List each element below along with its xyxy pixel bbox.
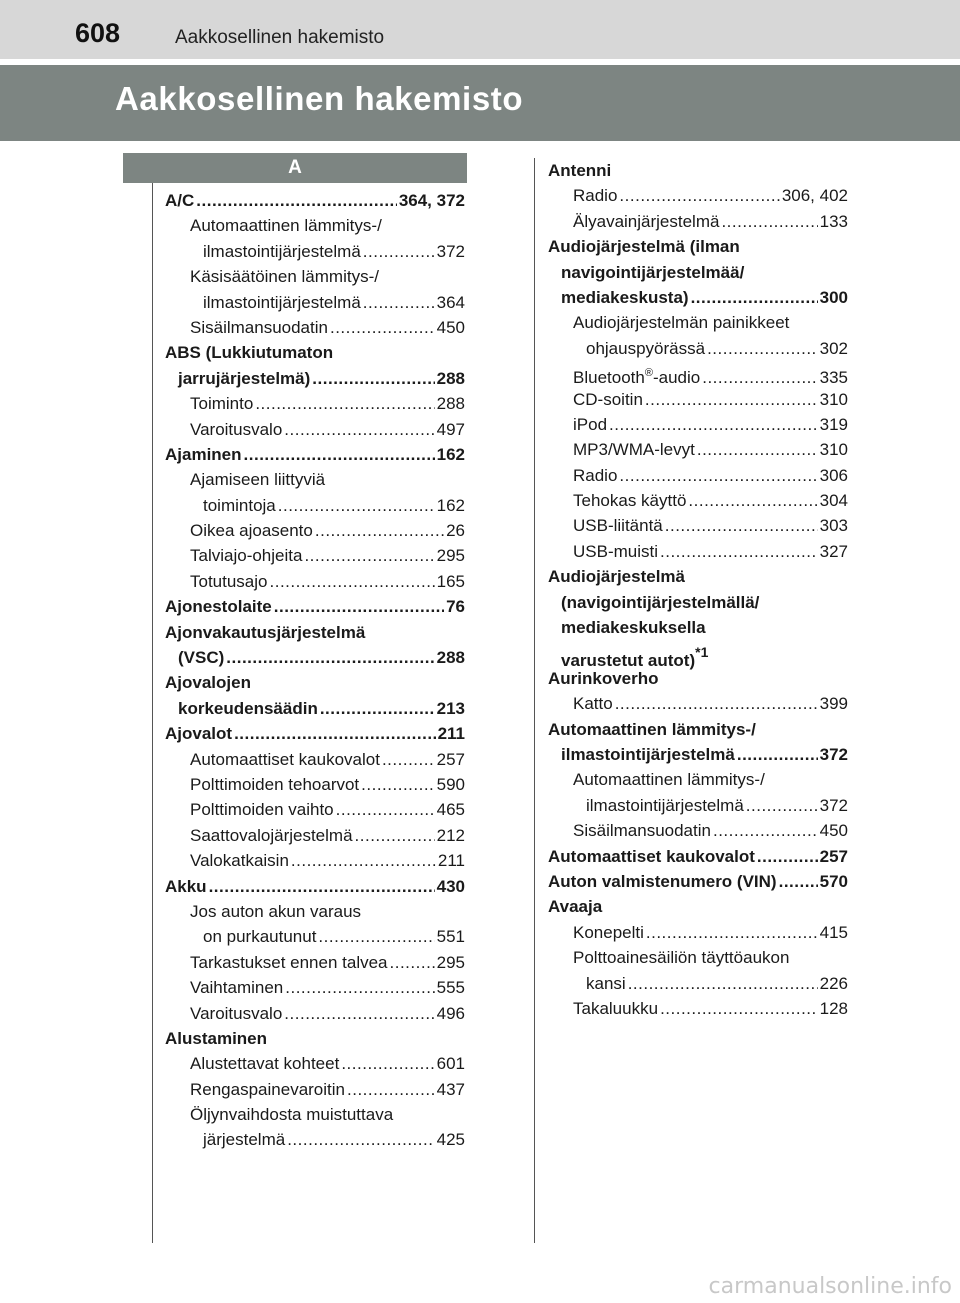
dot-leader: [361, 772, 434, 797]
index-entry-page: 295: [436, 952, 465, 972]
index-entry-term: Aurinkoverho: [548, 668, 659, 688]
index-entry: [165, 645, 465, 670]
index-entry-page: 430: [436, 876, 465, 896]
index-entry: [165, 569, 465, 594]
index-entry-term: Valokatkaisin: [190, 851, 289, 871]
index-entry: [165, 747, 465, 772]
index-entry: [165, 188, 465, 213]
index-entry: [165, 417, 465, 442]
index-entry-term: Talviajo-ohjeita: [190, 546, 303, 566]
index-entry-page: 415: [819, 922, 848, 942]
index-entry-term: navigointijärjestelmää/: [561, 262, 745, 282]
index-entry-page: 319: [819, 414, 848, 434]
footnote-marker: *1: [695, 644, 709, 661]
index-entry-term: ilmastointijärjestelmä: [203, 241, 361, 261]
index-entry: [165, 950, 465, 975]
index-entry: [165, 975, 465, 1000]
index-entry: [165, 366, 465, 391]
index-entry-term: Automaattinen lämmitys-/: [190, 216, 382, 236]
page-title: Aakkosellinen hakemisto: [115, 80, 524, 117]
index-entry-page: 327: [819, 541, 848, 561]
index-entry-term: (navigointijärjestelmällä/: [561, 592, 760, 612]
index-entry-page: 226: [819, 973, 848, 993]
index-entry-term: Öljynvaihdosta muistuttava: [190, 1105, 394, 1125]
index-entry-term: Avaaja: [548, 897, 603, 917]
index-entry-term: Alustettavat kohteet: [190, 1054, 340, 1074]
index-entry: [165, 264, 465, 289]
index-entry-term: varustetut autot)$^{*1}$: [561, 644, 709, 671]
index-entry: [165, 1102, 465, 1127]
index-entry: [165, 340, 465, 365]
index-entry-term: Sisäilmansuodatin: [573, 821, 711, 841]
index-entry-term: Konepelti: [573, 922, 644, 942]
dot-leader: [628, 971, 818, 996]
dot-leader: [274, 594, 444, 619]
index-entry: [165, 391, 465, 416]
index-entry-page: 212: [436, 825, 465, 845]
watermark: carmanualsonline.info: [708, 1274, 952, 1299]
index-entry: [165, 1001, 465, 1026]
index-entry: [165, 670, 465, 695]
index-entry: [548, 590, 848, 615]
index-entry: [165, 899, 465, 924]
registered-mark: ®: [644, 367, 653, 380]
index-entry-page: 165: [436, 571, 465, 591]
index-entry-term: ilmastointijärjestelmä: [561, 744, 735, 764]
index-entry: [548, 361, 848, 386]
dot-leader: [284, 1001, 434, 1026]
dot-leader: [646, 920, 818, 945]
index-entry-term: Radio: [573, 186, 618, 206]
index-entry-term: Ajonestolaite: [165, 597, 272, 617]
index-entry-term: Auton valmistenumero (VIN): [548, 871, 777, 891]
dot-leader: [347, 1077, 435, 1102]
index-entry-page: 162: [436, 495, 465, 515]
page-number: 608: [75, 18, 121, 48]
dot-leader: [234, 721, 436, 746]
index-entry-page: 211: [437, 724, 465, 744]
dot-leader: [707, 336, 818, 361]
index-entry-term: Ajonvakautusjärjestelmä: [165, 622, 366, 642]
dot-leader: [278, 493, 435, 518]
index-entry-page: 26: [446, 521, 465, 541]
dot-leader: [645, 387, 818, 412]
dot-leader: [255, 391, 434, 416]
dot-leader: [330, 315, 435, 340]
index-entry: [548, 437, 848, 462]
index-entry-term: Tarkastukset ennen talvea: [190, 952, 388, 972]
index-entry: [165, 442, 465, 467]
dot-leader: [312, 366, 434, 391]
index-entry-page: 496: [436, 1003, 465, 1023]
dot-leader: [390, 950, 435, 975]
index-entry-page: 304: [819, 491, 848, 511]
dot-leader: [284, 417, 434, 442]
dot-leader: [619, 463, 817, 488]
dot-leader: [609, 412, 818, 437]
index-entry-page: 213: [436, 698, 465, 718]
index-entry-page: 465: [436, 800, 465, 820]
index-entry-term: ilmastointijärjestelmä: [586, 795, 744, 815]
index-entry: [548, 158, 848, 183]
index-entry: [548, 793, 848, 818]
index-entry-term: Automaattiset kaukovalot: [190, 749, 380, 769]
index-entry-term: Totutusajo: [190, 571, 268, 591]
dot-leader: [746, 793, 818, 818]
index-entry: [548, 285, 848, 310]
index-entry-term: Saattovalojärjestelmä: [190, 825, 353, 845]
index-entry: [548, 260, 848, 285]
index-entry-term: Ajamiseen liittyviä: [190, 470, 326, 490]
index-entry-term: järjestelmä: [203, 1130, 286, 1150]
index-entry-term: (VSC): [178, 648, 225, 668]
index-entry-term: ilmastointijärjestelmä: [203, 292, 361, 312]
index-entry-page: 364, 372: [398, 191, 465, 210]
index-entry: [548, 742, 848, 767]
dot-leader: [363, 290, 435, 315]
index-entry-page: 306, 402: [781, 186, 848, 206]
index-entry-page: 364: [436, 292, 465, 312]
dot-leader: [341, 1051, 434, 1076]
dot-leader: [382, 747, 435, 772]
index-entry-term: iPod: [573, 414, 608, 434]
index-entry-term: Varoitusvalo: [190, 419, 283, 439]
index-entry-term: mediakeskuksella: [561, 618, 706, 638]
index-entry-page: 425: [436, 1130, 465, 1150]
index-entry: [165, 543, 465, 568]
dot-leader: [713, 818, 818, 843]
index-entry-page: 128: [819, 998, 848, 1018]
section-letter-header: A: [123, 153, 467, 183]
index-entry-term: korkeudensäädin: [178, 698, 318, 718]
index-entry-term: Katto: [573, 694, 613, 714]
index-entry: [165, 290, 465, 315]
index-entry-term: Varoitusvalo: [190, 1003, 283, 1023]
index-entry-page: 288: [436, 368, 465, 388]
index-entry-page: 257: [819, 846, 848, 866]
index-entry-page: 590: [436, 774, 465, 794]
index-entry-term: ABS (Lukkiutumaton: [165, 343, 334, 363]
index-entry-page: 372: [819, 744, 848, 764]
index-entry-term: USB-liitäntä: [573, 516, 663, 536]
index-entry: [165, 772, 465, 797]
index-entry-page: 450: [436, 317, 465, 337]
dot-leader: [320, 696, 435, 721]
index-entry-term: Takaluukku: [573, 998, 659, 1018]
index-entry: [165, 1077, 465, 1102]
dot-leader: [336, 797, 435, 822]
index-entry-page: 300: [819, 287, 848, 307]
index-entry-term: Jos auton akun varaus: [190, 901, 362, 921]
index-entry-term: Akku: [165, 876, 207, 896]
index-entry: [548, 412, 848, 437]
index-entry-page: 133: [819, 211, 848, 231]
index-entry-page: 601: [436, 1054, 465, 1074]
index-entry: [165, 467, 465, 492]
dot-leader: [287, 1127, 434, 1152]
index-column-left: [165, 188, 465, 1153]
index-entry: [548, 539, 848, 564]
index-entry: [165, 315, 465, 340]
dot-leader: [697, 437, 818, 462]
index-entry-page: 306: [819, 465, 848, 485]
index-entry-page: 302: [819, 338, 848, 358]
index-entry-page: 450: [819, 821, 848, 841]
index-entry-term: Bluetooth®-audio: [573, 367, 701, 388]
index-entry-term: on purkautunut: [203, 927, 317, 947]
index-entry: [165, 924, 465, 949]
index-entry-term: Automaattinen lämmitys-/: [573, 770, 765, 790]
running-title: Aakkosellinen hakemisto: [175, 27, 385, 48]
dot-leader: [691, 285, 818, 310]
index-entry-page: 372: [436, 241, 465, 261]
index-entry-term: jarrujärjestelmä): [178, 368, 311, 388]
index-entry: [548, 996, 848, 1021]
index-entry: [548, 564, 848, 589]
index-entry: [165, 721, 465, 746]
index-entry-term: Ajaminen: [165, 444, 242, 464]
index-entry-page: 288: [436, 648, 465, 668]
index-entry: [548, 183, 848, 208]
index-entry: [165, 620, 465, 645]
dot-leader: [363, 239, 435, 264]
index-entry-term: Audiojärjestelmän painikkeet: [573, 313, 790, 333]
dot-leader: [779, 869, 818, 894]
index-entry: [548, 513, 848, 538]
dot-leader: [721, 209, 817, 234]
index-entry-term: Polttimoiden tehoarvot: [190, 774, 360, 794]
index-entry-page: 335: [819, 368, 848, 388]
dot-leader: [244, 442, 435, 467]
index-entry: [548, 234, 848, 259]
dot-leader: [291, 848, 436, 873]
index-entry: [548, 615, 848, 640]
index-column-right: [548, 158, 848, 1021]
dot-leader: [318, 924, 434, 949]
top-header-bar: [0, 0, 960, 59]
index-entry-term: Tehokas käyttö: [573, 491, 687, 511]
index-entry: [165, 823, 465, 848]
index-entry: [548, 387, 848, 412]
index-entry-term: Älyavainjärjestelmä: [573, 211, 720, 231]
index-entry: [165, 1026, 465, 1051]
index-entry: [548, 717, 848, 742]
index-entry-page: 570: [819, 871, 848, 891]
index-entry: [165, 213, 465, 238]
left-column-rule: [152, 183, 153, 1243]
index-entry: [165, 1051, 465, 1076]
index-entry-term: Rengaspainevaroitin: [190, 1079, 345, 1099]
dot-leader: [688, 488, 817, 513]
dot-leader: [355, 823, 435, 848]
index-entry: [548, 336, 848, 361]
index-entry: [165, 848, 465, 873]
index-entry-term: kansi: [586, 973, 626, 993]
index-entry: [548, 818, 848, 843]
index-entry-term: Ajovalot: [165, 724, 233, 744]
index-entry-term: Audiojärjestelmä (ilman: [548, 237, 740, 257]
index-entry-term: Ajovalojen: [165, 673, 251, 693]
center-column-rule: [534, 158, 535, 1243]
dot-leader: [196, 188, 397, 213]
index-entry: [548, 844, 848, 869]
index-entry-term: MP3/WMA-levyt: [573, 440, 695, 460]
index-entry-term: CD-soitin: [573, 389, 643, 409]
index-entry-page: 288: [436, 394, 465, 414]
index-entry-term: Oikea ajoasento: [190, 521, 313, 541]
index-entry: [548, 691, 848, 716]
index-entry-term: Käsisäätöinen lämmitys-/: [190, 267, 379, 287]
index-entry: [165, 518, 465, 543]
index-entry-term: A/C: [165, 191, 195, 210]
index-entry-term: USB-muisti: [573, 541, 659, 561]
index-entry-page: 399: [819, 694, 848, 714]
dot-leader: [209, 874, 435, 899]
index-entry-term: toimintoja: [203, 495, 276, 515]
index-entry: [548, 971, 848, 996]
index-entry: [165, 696, 465, 721]
index-entry-term: Alustaminen: [165, 1028, 268, 1048]
index-entry: [165, 594, 465, 619]
index-entry-term: Automaattiset kaukovalot: [548, 846, 755, 866]
index-entry: [548, 869, 848, 894]
index-entry: [548, 945, 848, 970]
dot-leader: [285, 975, 434, 1000]
index-entry-page: 437: [436, 1079, 465, 1099]
index-entry-term: Radio: [573, 465, 618, 485]
index-entry: [548, 640, 848, 671]
index-entry-term: Toiminto: [190, 394, 254, 414]
index-entry: [165, 874, 465, 899]
index-entry-page: 555: [436, 978, 465, 998]
index-entry-page: 211: [437, 851, 465, 871]
index-entry-page: 310: [819, 389, 848, 409]
dot-leader: [660, 539, 818, 564]
index-entry-term: Antenni: [548, 161, 612, 180]
index-entry: [548, 310, 848, 335]
dot-leader: [737, 742, 818, 767]
index-entry: [165, 493, 465, 518]
index-entry-page: 303: [819, 516, 848, 536]
index-entry-term: mediakeskusta): [561, 287, 689, 307]
index-entry-term: Audiojärjestelmä: [548, 567, 685, 587]
index-entry: [165, 239, 465, 264]
dot-leader: [304, 543, 434, 568]
index-entry: [548, 209, 848, 234]
dot-leader: [615, 691, 818, 716]
index-entry-term: Sisäilmansuodatin: [190, 317, 328, 337]
index-entry: [548, 894, 848, 919]
index-entry: [548, 488, 848, 513]
index-entry-term: Automaattinen lämmitys-/: [548, 719, 756, 739]
index-entry-page: 257: [436, 749, 465, 769]
index-entry-term: Polttimoiden vaihto: [190, 800, 334, 820]
dot-leader: [757, 844, 818, 869]
index-entry: [548, 767, 848, 792]
index-entry-term: Polttoainesäiliön täyttöaukon: [573, 948, 790, 968]
dot-leader: [226, 645, 434, 670]
dot-leader: [315, 518, 444, 543]
index-entry-page: 497: [436, 419, 465, 439]
dot-leader: [270, 569, 435, 594]
index-entry: [165, 797, 465, 822]
dot-leader: [665, 513, 818, 538]
index-entry-page: 372: [819, 795, 848, 815]
index-entry: [165, 1127, 465, 1152]
index-entry-page: 162: [436, 444, 465, 464]
index-entry-page: 551: [436, 927, 465, 947]
index-entry: [548, 920, 848, 945]
index-entry-page: 76: [446, 597, 465, 617]
index-entry-page: 310: [819, 440, 848, 460]
index-entry-page: 295: [436, 546, 465, 566]
index-entry: [548, 463, 848, 488]
index-entry-term: Vaihtaminen: [190, 978, 284, 998]
dot-leader: [619, 183, 779, 208]
index-entry-term: ohjauspyörässä: [586, 338, 706, 358]
dot-leader: [660, 996, 818, 1021]
